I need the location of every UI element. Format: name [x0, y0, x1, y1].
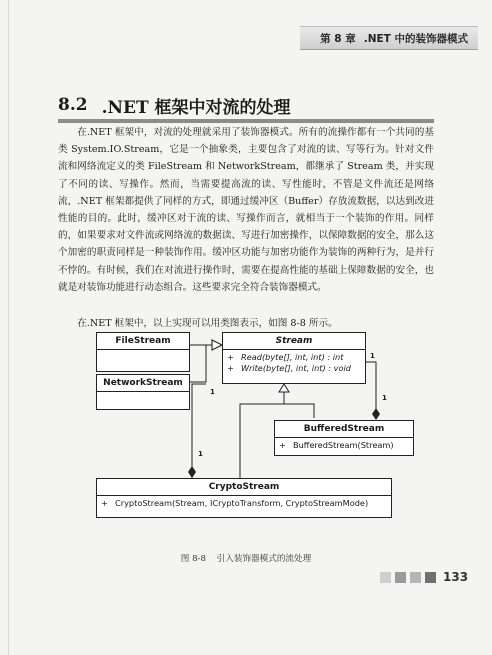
figure-caption	[0, 552, 492, 564]
hollow-triangle-decorators	[279, 384, 289, 392]
class-bufferedstream	[274, 420, 414, 456]
chapter-number: 第 8 章	[320, 32, 356, 45]
stream-op-write: + Write(byte[], int, int) : void	[227, 363, 351, 373]
diamond-buffered-aggregation	[372, 408, 380, 420]
footer-square-dark-icon	[425, 572, 436, 583]
running-header	[300, 26, 478, 50]
figure-number: 图 8-8	[180, 554, 206, 564]
class-filestream	[96, 332, 190, 372]
uml-class-diagram	[96, 332, 426, 542]
stream-op-read: + Read(byte[], int, int) : int	[227, 352, 344, 362]
section-number: 8.2	[58, 95, 88, 115]
class-bufferedstream-name: BufferedStream	[275, 421, 413, 438]
association-crypto-stream	[192, 384, 206, 478]
class-networkstream	[96, 374, 190, 410]
cryptostream-op-ctor: + CryptoStream(Stream, ICryptoTransform, CryptoStreamMode)	[101, 498, 369, 508]
body-paragraph-1: 在.NET 框架中，对流的处理就采用了装饰器模式。所有的流操作都有一个共同的基类 System.IO.Stream，它是一个抽象类，主要包含了对流的读、写等行为。针对文件流和网络流定义的类 FileStream 和 NetworkStream，都继承了 Stream 类，并实现了不同的读、写操作。然而，当需要提高流的读、写性能时，不管是文件流还是网络流，.NET 框架都提供了同样的方式，即通过缓冲区（Buffer）存放流数据，以达到改进性能的目的。此时，缓冲区对于流的读、写操作而言，就相当于一个装饰的作用。同样的，如果要求对文件流或网络流的数据读、写进行加密操作，以保障数据的安全，那么这个加密的职责同样是一种装饰作用。缓冲区功能与加密功能作为装饰的两种行为，是并行不悖的。有时候，我们在对流进行操作时，需要在提高性能的基础上保障数据的安全，也就是对装饰功能进行动态组合。这些要求完全符合装饰器模式。	[58, 127, 434, 293]
mult-buffered-top: 1	[370, 352, 375, 360]
footer-square-mid-icon	[395, 572, 406, 583]
association-buffered-stream	[366, 362, 376, 410]
class-networkstream-name: NetworkStream	[97, 375, 189, 392]
section-title-text: .NET 框架中对流的处理	[101, 97, 291, 118]
class-cryptostream-operations	[97, 496, 391, 511]
class-filestream-name: FileStream	[97, 333, 189, 350]
page-footer	[380, 570, 468, 584]
page-number: 133	[443, 570, 469, 584]
class-cryptostream	[96, 478, 392, 518]
section-heading	[58, 92, 424, 118]
mult-buffered-bottom: 1	[382, 394, 387, 402]
chapter-title: .NET 中的装饰器模式	[363, 32, 468, 45]
body-paragraph-2: 在.NET 框架中，以上实现可以用类图表示，如图 8-8 所示。	[77, 318, 338, 329]
class-stream	[222, 332, 366, 384]
bufferedstream-op-ctor: + BufferedStream(Stream)	[279, 440, 394, 450]
figure-caption-text: 引入装饰器模式的流处理	[216, 554, 312, 564]
section-underline	[58, 119, 434, 123]
mult-crypto-top: 1	[210, 388, 215, 396]
footer-square-soft-icon	[410, 572, 421, 583]
inheritance-networkstream-to-stream	[190, 345, 206, 382]
mult-crypto-bottom: 1	[198, 450, 203, 458]
class-stream-operations	[223, 350, 365, 376]
footer-square-light-icon	[380, 572, 391, 583]
class-stream-name: Stream	[223, 333, 365, 350]
diamond-crypto-aggregation	[188, 466, 196, 478]
class-cryptostream-name: CryptoStream	[97, 479, 391, 496]
class-bufferedstream-operations	[275, 438, 413, 453]
